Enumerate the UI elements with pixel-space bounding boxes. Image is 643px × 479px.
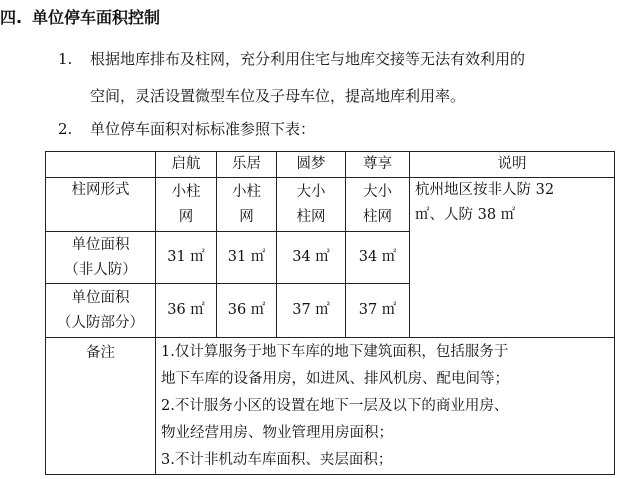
row-label-unit-area-noncivil: 单位面积 （非人防） (46, 232, 156, 284)
table-cell: 34 ㎡ (346, 232, 410, 284)
remarks-line-5: 3.不计非机动车库面积、夹层面积； (161, 452, 393, 468)
table-cell: 31 ㎡ (217, 232, 277, 284)
table-row-remarks (46, 338, 615, 475)
table-cell: 31 ㎡ (156, 232, 217, 284)
notes-line-1: 杭州地区按非人防 32 (415, 182, 555, 198)
parking-area-table (45, 151, 615, 475)
table-cell: 37 ㎡ (277, 284, 346, 338)
list-item-1-continuation: 空间，灵活设置微型车位及子母车位，提高地库利用率。 (90, 87, 466, 105)
row-label-grid-type: 柱网形式 (46, 178, 156, 232)
list-item-1 (58, 49, 628, 70)
header-cell-empty (46, 152, 156, 178)
header-cell-zunxiang: 尊享 (346, 152, 410, 178)
remarks-line-3: 2.不计服务小区的设置在地下一层及以下的商业用房、 (161, 398, 509, 414)
remarks-cell (156, 338, 615, 475)
list-item-2 (58, 119, 628, 140)
notes-line-2: ㎡、人防 38 ㎡ (415, 207, 516, 223)
remarks-line-2: 地下车库的设备用房，如进风、排风机房、配电间等； (161, 371, 509, 387)
list-item-1-text: 根据地库排布及柱网，充分利用住宅与地库交接等无法有效利用的 (90, 50, 526, 68)
header-cell-yuanmeng: 圆梦 (277, 152, 346, 178)
table-cell: 小柱 网 (217, 178, 277, 232)
table-cell: 小柱 网 (156, 178, 217, 232)
section-title: 单位停车面积控制 (32, 8, 161, 27)
list-item-2-number: 2. (58, 120, 73, 138)
table-cell: 大小 柱网 (277, 178, 346, 232)
row-label-remarks: 备注 (46, 338, 156, 475)
row-label-unit-area-civil: 单位面积 （人防部分） (46, 284, 156, 338)
section-number: 四. (0, 8, 23, 27)
table-cell: 37 ㎡ (346, 284, 410, 338)
table-header-row (46, 152, 615, 178)
section-heading (0, 6, 643, 30)
table-cell: 34 ㎡ (277, 232, 346, 284)
header-cell-qihang: 启航 (156, 152, 217, 178)
list-item-1-number: 1. (58, 50, 73, 68)
table-cell: 36 ㎡ (217, 284, 277, 338)
header-cell-notes: 说明 (410, 152, 615, 178)
header-cell-leju: 乐居 (217, 152, 277, 178)
list-item-2-text: 单位停车面积对标标准参照下表： (90, 120, 316, 138)
notes-cell (410, 178, 615, 338)
table-cell: 36 ㎡ (156, 284, 217, 338)
table-cell: 大小 柱网 (346, 178, 410, 232)
remarks-line-4: 物业经营用房、物业管理用房面积； (161, 425, 393, 441)
remarks-line-1: 1.仅计算服务于地下车库的地下建筑面积，包括服务于 (161, 344, 509, 360)
table-row-grid-type (46, 178, 615, 232)
